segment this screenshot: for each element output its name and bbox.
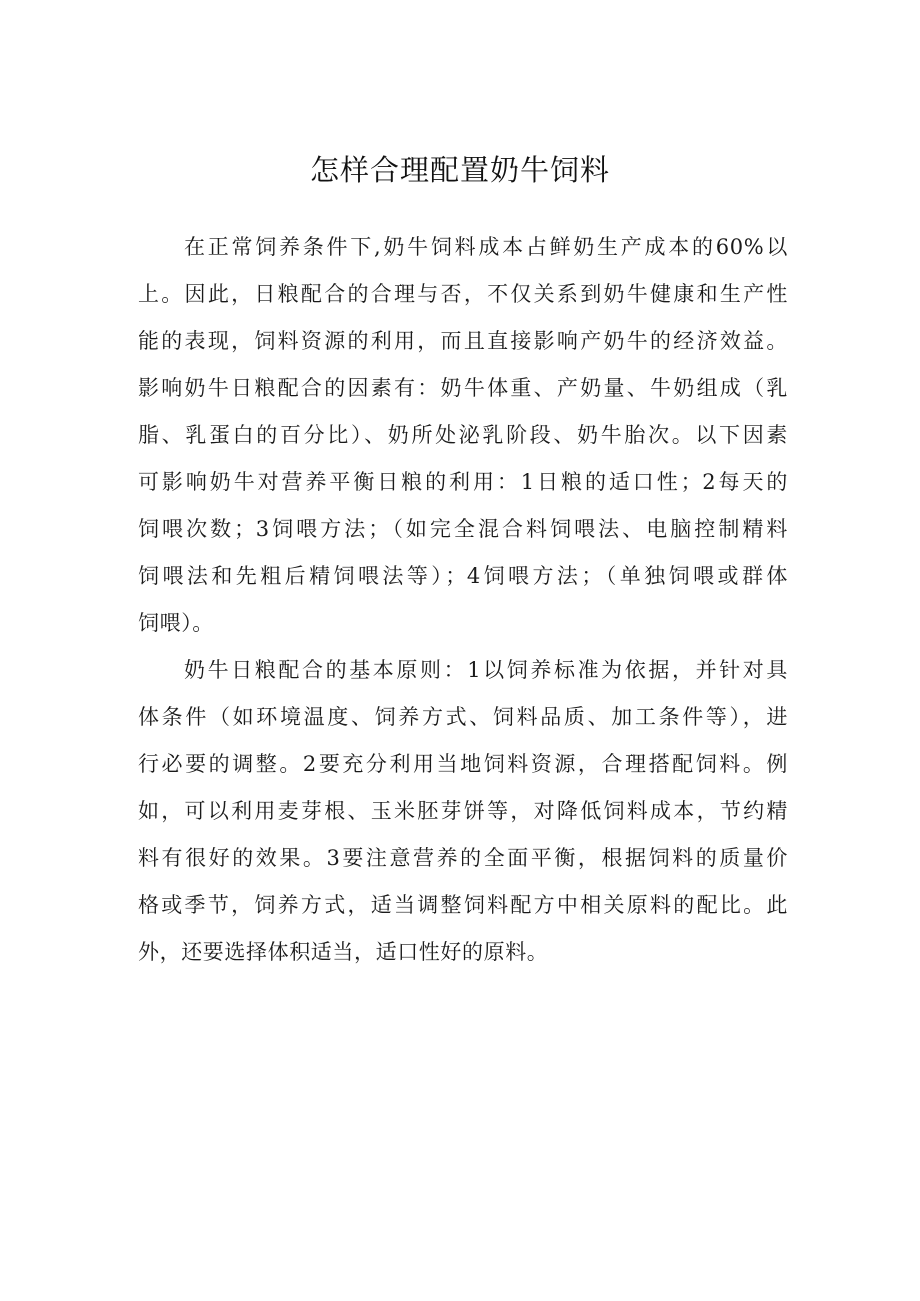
paragraph-line: 如，可以利用麦芽根、玉米胚芽饼等，对降低饲料成本，节约精 bbox=[138, 799, 788, 823]
paragraph-line: 行必要的调整。2要充分利用当地饲料资源，合理搭配饲料。例 bbox=[138, 752, 788, 776]
paragraph-line: 脂、乳蛋白的百分比）、奶所处泌乳阶段、奶牛胎次。以下因素 bbox=[138, 423, 788, 447]
paragraph-line: 奶牛日粮配合的基本原则：1以饲养标准为依据，并针对具 bbox=[184, 658, 788, 682]
paragraph-line: 体条件（如环境温度、饲养方式、饲料品质、加工条件等），进 bbox=[138, 705, 788, 729]
paragraph-line: 能的表现，饲料资源的利用，而且直接影响产奶牛的经济效益。 bbox=[138, 329, 788, 353]
paragraph-line: 饲喂）。 bbox=[138, 611, 214, 635]
paragraph-line: 可影响奶牛对营养平衡日粮的利用：1日粮的适口性；2每天的 bbox=[138, 470, 788, 494]
paragraph-line: 在正常饲养条件下,奶牛饲料成本占鲜奶生产成本的60%以 bbox=[184, 235, 788, 259]
paragraph-line: 影响奶牛日粮配合的因素有：奶牛体重、产奶量、牛奶组成（乳 bbox=[138, 376, 788, 400]
paragraph-2 bbox=[138, 647, 788, 976]
paragraph-line: 外，还要选择体积适当，适口性好的原料。 bbox=[138, 940, 549, 964]
document-title: 怎样合理配置奶牛饲料 bbox=[309, 153, 610, 187]
paragraph-line: 饲喂法和先粗后精饲喂法等）；4饲喂方法；（单独饲喂或群体 bbox=[138, 564, 788, 588]
paragraph-line: 饲喂次数；3饲喂方法；（如完全混合料饲喂法、电脑控制精料 bbox=[138, 517, 788, 541]
paragraph-line: 格或季节，饲养方式，适当调整饲料配方中相关原料的配比。此 bbox=[138, 893, 788, 917]
document-body bbox=[138, 224, 788, 976]
paragraph-line: 上。因此，日粮配合的合理与否，不仅关系到奶牛健康和生产性 bbox=[138, 282, 788, 306]
paragraph-1 bbox=[138, 224, 788, 647]
paragraph-line: 料有很好的效果。3要注意营养的全面平衡，根据饲料的质量价 bbox=[138, 846, 788, 870]
